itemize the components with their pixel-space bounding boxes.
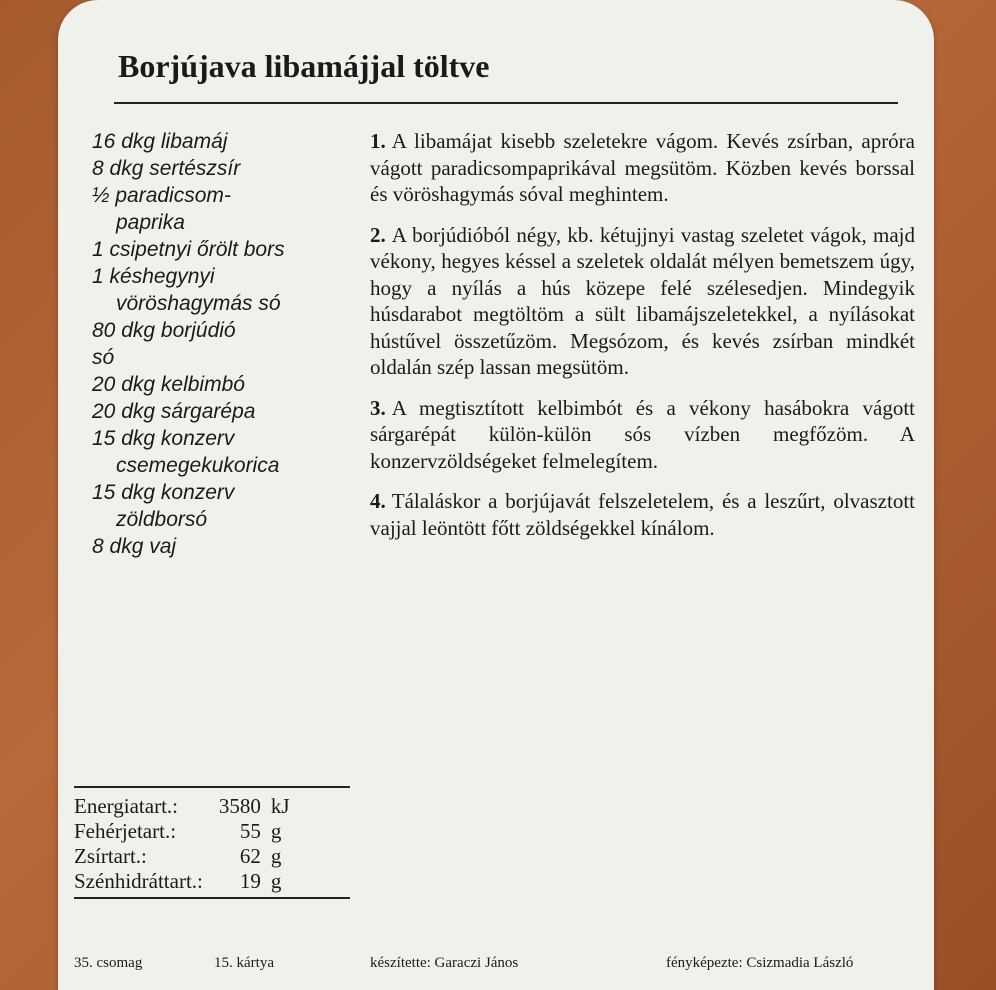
step-number: 3. (370, 395, 386, 420)
ingredient-item: 20 dkg kelbimbó (92, 373, 245, 396)
step-4 (370, 488, 915, 541)
ingredient-item: só (92, 346, 115, 369)
title-divider (114, 102, 898, 104)
ingredient-item: 1 csipetnyi őrölt bors (92, 238, 285, 261)
ingredients-list (92, 128, 392, 560)
step-1 (370, 128, 915, 208)
ingredient-item: 1 késhegynyi vöröshagymás só (92, 265, 281, 315)
recipe-title: Borjújava libamájjal töltve (118, 48, 490, 84)
nutrition-info (74, 786, 350, 899)
step-text: A borjúdióból négy, kb. kétujjnyi vastag szeletet vágok, majd vékony, hegyes késsel a szeletek oldalát mélyen bemetszem úgy, hogy a nyílás a hús közepe felé szélesedjen. Mindegyik húsdarabot megtöltöm a sült libamájszeletekkel, a nyílásokat hústűvel összetűzöm. Megsózom, és kevés zsírban mindkét oldalán szép lassan megsütöm. (370, 222, 915, 379)
card-number: 15. kártya (214, 955, 274, 971)
package-number: 35. csomag (74, 955, 143, 971)
step-number: 1. (370, 129, 386, 153)
nutrition-table (74, 794, 290, 894)
ingredient-item: 80 dkg borjúdió (92, 319, 236, 342)
ingredient-item: 8 dkg vaj (92, 535, 177, 558)
ingredient-item: 8 dkg sertészsír (92, 157, 241, 180)
nutrition-row: Energiatart.: 3580 kJ (74, 794, 290, 818)
step-number: 2. (370, 222, 386, 247)
step-text: Tálaláskor a borjújavát felszeletelem, és a leszűrt, olvasztott vajjal leöntött főtt zöldségekkel kínálom. (370, 489, 915, 540)
step-3 (370, 395, 915, 475)
author-credit: készítette: Garaczi János (370, 955, 519, 971)
ingredient-item: 16 dkg libamáj (92, 130, 228, 153)
ingredient-item: 15 dkg konzerv csemegekukorica (92, 427, 280, 477)
nutrition-divider-top (74, 786, 350, 788)
recipe-card (58, 0, 934, 990)
step-text: A libamájat kisebb szeletekre vágom. Kevés zsírban, apróra vágott paradicsompaprikával megsütöm. Közben kevés borssal és vöröshagymás sóval meghintem. (370, 129, 915, 206)
photographer-credit: fényképezte: Csizmadia László (666, 955, 854, 971)
nutrition-row: Zsírtart.: 62 g (74, 844, 282, 868)
step-text: A megtisztított kelbimbót és a vékony hasábokra vágott sárgarépát külön-külön sós vízben megfőzöm. A konzervzöldségeket felmelegítem. (370, 395, 915, 473)
ingredient-item: 15 dkg konzerv zöldborsó (92, 481, 235, 531)
step-number: 4. (370, 489, 386, 513)
nutrition-row: Fehérjetart.: 55 g (74, 819, 282, 843)
preparation-steps (370, 128, 915, 555)
step-2 (370, 222, 915, 381)
ingredient-item: ½ paradicsom- paprika (92, 184, 231, 234)
nutrition-divider-bottom (74, 897, 350, 899)
nutrition-row: Szénhidráttart.: 19 g (74, 869, 282, 893)
ingredient-item: 20 dkg sárgarépa (92, 400, 256, 423)
